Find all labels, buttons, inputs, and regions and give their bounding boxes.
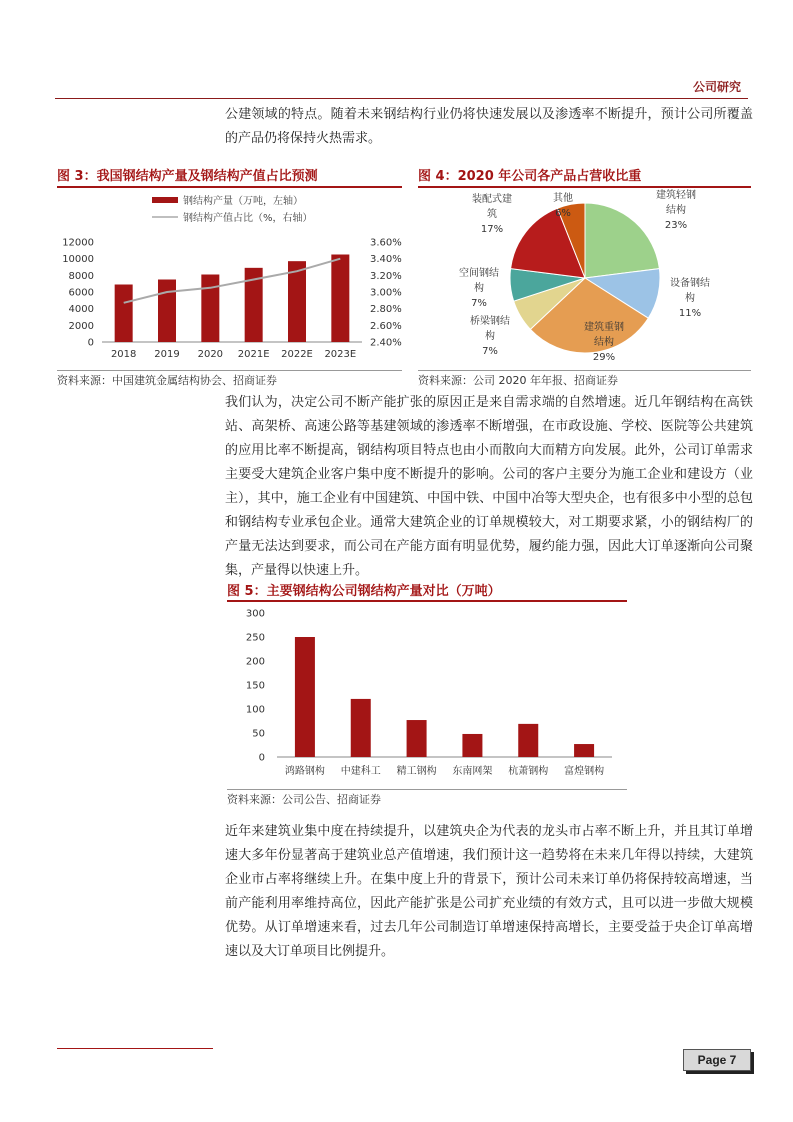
fig3-bar [115,285,133,343]
fig5-y-tick: 150 [245,680,265,692]
fig5-source-rule [227,789,627,790]
paragraph-3: 近年来建筑业集中度在持续提升，以建筑央企为代表的龙头市占率不断上升，并且其订单增速大多年份显著高于建筑业总产值增速，我们预计这一趋势将在未来几年得以持续，大建筑企业市占率将继续上升。在集中度上升的背景下，预计公司未来订单仍将保持较高增速，当前产能利用率维持高位，因此产能扩张是公司扩充业绩的有效方式，且可以进一步做大规模优势。从订单增速来看，过去几年公司制造订单增速保持高增长，主要受益于央企订单高增速以及大订单项目比例提升。 [225,824,753,959]
fig4-slice-label: 装配式建 [472,194,512,205]
fig5-y-tick: 300 [245,608,265,620]
fig4-slice-label: 结构 [666,205,686,216]
fig4-slice-label: 结构 [594,337,614,348]
fig4-slice-percent: 23% [664,220,688,231]
fig5-y-tick: 200 [245,656,265,668]
fig3-right-tick: 2.40% [370,337,402,349]
fig3-x-label: 2019 [154,349,180,360]
fig4-slice-label: 其他 [553,193,573,204]
fig5-y-tick: 250 [245,632,265,644]
fig4-source: 资料来源：公司 2020 年年报、招商证券 [418,374,618,387]
header-title: 公司研究 [692,80,741,94]
fig5-bar [407,720,427,757]
fig5-x-label: 精工钢构 [396,766,437,777]
fig5-chart [227,602,627,788]
fig4-slice-label: 构 [685,293,695,304]
fig3-left-tick: 4000 [68,304,94,316]
fig4-slice-label: 建筑轻钢 [656,190,696,201]
fig4-slice-percent: 11% [678,308,702,319]
fig3-chart [57,190,402,370]
fig3-title: 图 3：我国钢结构产量及钢结构产值占比预测 [57,169,318,184]
fig3-x-label: 2022E [281,349,313,360]
fig4-slice-label: 构 [485,331,495,342]
fig5-title: 图 5：主要钢结构公司钢结构产量对比（万吨） [227,584,501,599]
fig3-bar [158,280,176,343]
fig3-left-tick: 2000 [68,320,94,332]
fig5-bar [574,744,594,757]
fig4-chart [418,188,751,370]
fig3-x-label: 2018 [110,349,137,360]
fig5-source: 资料来源：公司公告、招商证券 [227,793,381,806]
fig3-right-tick: 3.20% [370,270,402,282]
fig4-slice-label: 设备钢结 [670,278,710,289]
fig4-title: 图 4：2020 年公司各产品占营收比重 [418,169,642,184]
fig5-bar [295,637,315,757]
fig3-legend-bar-label: 钢结构产量（万吨，左轴） [183,196,303,207]
fig3-left-tick: 0 [87,337,94,349]
fig4-slice-percent: 17% [480,224,504,235]
fig5-x-label: 鸿路钢构 [284,766,325,777]
fig3-title-rule [57,186,402,188]
fig3-left-tick: 8000 [68,270,94,282]
fig3-right-tick: 3.00% [370,287,402,299]
fig5-x-label: 东南网架 [452,766,493,777]
fig4-slice [585,203,659,278]
fig4-slice-label: 构 [474,283,484,294]
fig5-x-label: 杭萧钢构 [508,766,549,777]
footnote-rule [57,1048,213,1049]
header-rule [55,98,748,99]
paragraph-1: 公建领域的特点。随着未来钢结构行业仍将快速发展以及渗透率不断提升，预计公司所覆盖的产品仍将保持火热需求。 [225,107,753,146]
fig4-slice-label: 桥梁钢结 [470,316,510,327]
fig5-bar [351,699,371,757]
fig3-right-tick: 3.60% [370,237,402,249]
page-number: Page 7 [683,1049,751,1071]
fig5-bar [462,734,482,757]
fig3-x-label: 2021E [237,349,270,360]
fig3-bar [331,255,349,343]
fig3-left-tick: 10000 [62,254,94,266]
fig3-right-tick: 2.80% [370,304,402,316]
fig3-x-label: 2023E [324,349,357,360]
fig3-right-tick: 3.40% [370,254,402,266]
fig4-slice-percent: 29% [592,352,616,363]
fig5-y-tick: 50 [252,728,265,740]
fig3-left-tick: 12000 [62,237,94,249]
fig4-slice-label: 筑 [487,209,497,220]
fig5-x-label: 中建科工 [340,766,381,777]
fig4-slice-label: 建筑重钢 [584,322,624,333]
fig3-source: 资料来源：中国建筑金属结构协会、招商证券 [57,374,277,387]
fig4-source-rule [418,370,751,371]
fig4-slice-percent: 6% [555,208,571,219]
fig3-legend-bar-swatch [152,197,178,203]
fig3-right-tick: 2.60% [370,320,402,332]
fig4-slice-percent: 7% [482,346,498,357]
paragraph-2: 我们认为，决定公司不断产能扩张的原因正是来自需求端的自然增速。近几年钢结构在高铁站、高架桥、高速公路等基建领域的渗透率不断增强，在市政设施、学校、医院等公共建筑的应用比率不断提高，钢结构项目特点也由小而散向大而精方向发展。此外，公司订单需求主要受大建筑企业客户集中度不断提升的影响。公司的客户主要分为施工企业和建设方（业主），其中，施工企业有中国建筑、中国中铁、中国中冶等大型央企，也有很多中小型的总包和钢结构专业承包企业。通常大建筑企业的订单规模较大，对工期要求紧，小的钢结构厂的产量无法达到要求，而公司在产能方面有明显优势，履约能力强，因此大订单逐渐向公司聚集，产量得以快速上升。 [225,395,753,578]
fig3-share-line [124,259,341,303]
fig5-y-tick: 100 [245,704,265,716]
fig3-source-rule [57,370,402,371]
fig3-bar [201,275,219,343]
fig5-x-label: 富煌钢构 [564,766,605,777]
fig3-left-tick: 6000 [68,287,94,299]
fig3-x-label: 2020 [197,349,224,360]
fig3-legend-line-label: 钢结构产值占比（%，右轴） [183,213,313,224]
fig5-y-tick: 0 [258,752,265,764]
fig4-slice-label: 空间钢结 [459,268,499,279]
fig5-bar [518,724,538,757]
fig4-slice-percent: 7% [471,298,487,309]
